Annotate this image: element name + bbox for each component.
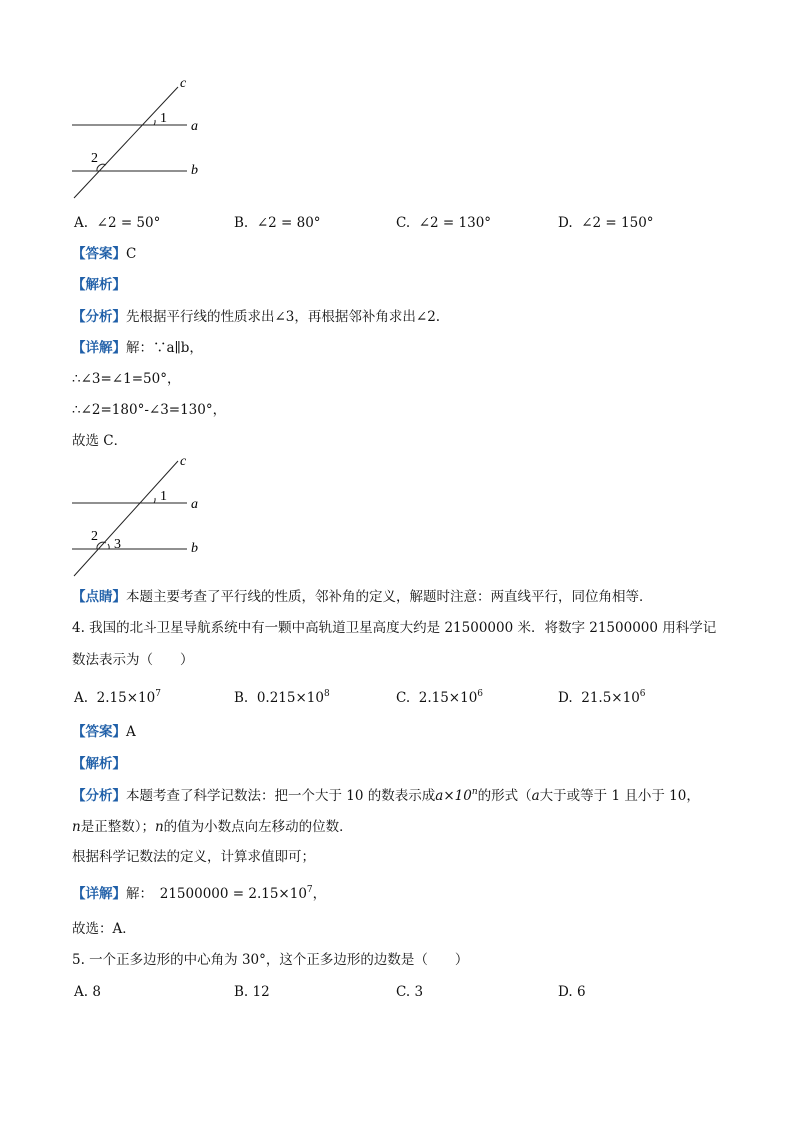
label-angle-2: 2 (91, 151, 98, 166)
answer-value: A (126, 724, 136, 740)
q3-step2: ∴∠2=180°-∠3=130°， (72, 402, 227, 418)
label-angle-3: 3 (114, 537, 121, 552)
variable-a: a (531, 788, 540, 804)
line-c (74, 87, 178, 198)
option-text: ∠2 = 80° (256, 215, 321, 231)
label-a: a (191, 119, 198, 134)
option-exponent: 6 (639, 689, 646, 699)
q5-stem: 5. 一个正多边形的中心角为 30°，这个正多边形的边数是（ ） (72, 952, 469, 968)
option-base: 2.15×10 (96, 690, 156, 706)
option-letter: C. (396, 215, 411, 231)
label-angle-1: 1 (160, 489, 167, 504)
option-text: ∠2 = 130° (418, 215, 492, 231)
q3-option-b[interactable] (234, 214, 321, 232)
fenxi-tag: 【分析】 (72, 309, 126, 325)
label-a: a (191, 497, 198, 512)
q4-option-b[interactable] (234, 689, 330, 707)
fenxi-text: 是正整数）； (80, 819, 155, 835)
q3-step1: ∴∠3=∠1=50°， (72, 371, 181, 387)
q4-fenxi-line1 (72, 787, 700, 805)
fenxi-text: 大于或等于 1 且小于 10， (539, 788, 700, 804)
q4-stem-line1: 4. 我国的北斗卫星导航系统中有一颗中高轨道卫星高度大约是 21500000 米．将数字 21500000 用科学记 (72, 620, 717, 636)
option-letter: C. (396, 690, 411, 706)
option-letter: B. (234, 984, 249, 1000)
q4-option-c[interactable] (396, 689, 483, 707)
xiangjie-tag: 【详解】 (72, 340, 126, 356)
q4-option-d[interactable] (558, 689, 646, 707)
dianjing-text: 本题主要考查了平行线的性质，邻补角的定义，解题时注意：两直线平行，同位角相等． (126, 589, 653, 605)
xiangjie-text: 解： 21500000 = 2.15×10 (126, 886, 307, 902)
xiangjie-tag: 【详解】 (72, 886, 126, 902)
q3-option-c[interactable] (396, 214, 491, 232)
label-b: b (191, 541, 198, 556)
option-base: 2.15×10 (418, 690, 478, 706)
option-text: 3 (414, 984, 424, 1000)
answer-tag: 【答案】 (72, 246, 126, 262)
option-letter: C. (396, 984, 411, 1000)
fenxi-text: 本题考查了科学记数法：把一个大于 10 的数表示成 (126, 788, 436, 804)
answer-tag: 【答案】 (72, 724, 126, 740)
q4-xiangjie (72, 885, 326, 903)
q3-option-a[interactable] (74, 214, 160, 232)
figure-parallel-lines-1 (60, 70, 220, 205)
q4-conclusion: 故选：A． (72, 921, 136, 937)
xiangjie-text: ， (312, 886, 327, 902)
option-text: ∠2 = 50° (96, 215, 161, 231)
q4-fenxi-line2 (72, 818, 353, 836)
dianjing-tag: 【点睛】 (72, 589, 126, 605)
q3-jiexi (72, 276, 126, 294)
q5-option-c[interactable] (396, 983, 423, 1001)
q5-option-a[interactable] (74, 983, 101, 1001)
angle-1-arc (154, 120, 155, 125)
option-text: 12 (252, 984, 270, 1000)
fenxi-text: 的值为小数点向左移动的位数． (163, 819, 353, 835)
label-angle-2: 2 (91, 529, 98, 544)
q5-option-d[interactable] (558, 983, 586, 1001)
q3-xiangjie (72, 339, 203, 357)
figure-parallel-lines-2 (60, 448, 220, 583)
fenxi-text: 先根据平行线的性质求出∠3，再根据邻补角求出∠2. (126, 309, 441, 325)
jiexi-tag: 【解析】 (72, 277, 126, 293)
angle-1-arc (154, 498, 155, 503)
label-b: b (191, 163, 198, 178)
option-letter: D. (558, 215, 573, 231)
option-letter: B. (234, 215, 249, 231)
label-c: c (180, 76, 187, 91)
q3-option-d[interactable] (558, 214, 654, 232)
option-letter: A. (74, 984, 89, 1000)
option-text: 6 (576, 984, 586, 1000)
jiexi-tag: 【解析】 (72, 756, 126, 772)
q3-fenxi (72, 308, 440, 326)
label-c: c (180, 454, 187, 469)
variable-n: n (154, 819, 164, 835)
option-letter: A. (74, 215, 89, 231)
q3-dianjing (72, 588, 653, 606)
option-exponent: 7 (155, 689, 161, 699)
variable-n: n (72, 819, 81, 835)
option-letter: D. (558, 690, 573, 706)
angle-3-arc (108, 544, 109, 549)
q5-option-b[interactable] (234, 983, 270, 1001)
q4-option-a[interactable] (74, 689, 161, 707)
exponent: 7 (306, 885, 313, 895)
option-text: 8 (92, 984, 101, 1000)
q3-answer (72, 245, 136, 263)
xiangjie-text: 解：∵a∥b， (126, 340, 203, 356)
fenxi-tag: 【分析】 (72, 788, 126, 804)
option-letter: A. (74, 690, 89, 706)
q4-jiexi (72, 755, 126, 773)
option-exponent: 6 (477, 689, 484, 699)
option-base: 0.215×10 (256, 690, 324, 706)
answer-value: C (126, 246, 137, 262)
option-letter: B. (234, 690, 249, 706)
option-exponent: 8 (323, 689, 330, 699)
option-text: ∠2 = 150° (581, 215, 654, 231)
line-c (74, 461, 178, 576)
q4-answer (72, 723, 136, 741)
q3-conclusion: 故选 C． (72, 433, 128, 449)
label-angle-1: 1 (160, 111, 167, 126)
q4-method: 根据科学记数法的定义，计算求值即可； (72, 849, 315, 865)
option-base: 21.5×10 (581, 690, 640, 706)
fenxi-text: 的形式（ (477, 788, 532, 804)
option-letter: D. (558, 984, 573, 1000)
formula: a×10 (435, 788, 472, 804)
formula-exponent: n (471, 787, 478, 797)
q4-stem-line2: 数法表示为（ ） (72, 652, 194, 668)
